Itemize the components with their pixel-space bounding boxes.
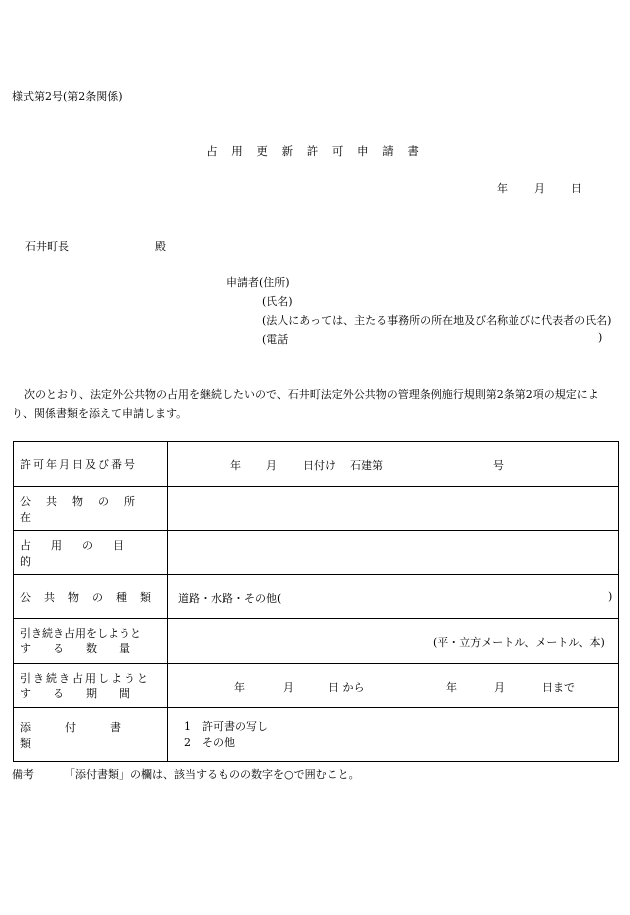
- date-month: 月: [534, 182, 545, 195]
- row-label-attachments: [14, 708, 168, 762]
- table-row: [14, 575, 619, 619]
- period-end-month: 月: [494, 680, 505, 694]
- label-kind-text: 公共物の種類: [20, 590, 164, 604]
- permit-field[interactable]: [168, 442, 619, 487]
- date-line: [497, 180, 582, 196]
- applicant-address-label: 申請者(住所): [226, 276, 290, 289]
- permit-day-suffix: 日付け: [303, 459, 336, 472]
- attachments-field[interactable]: [168, 708, 619, 762]
- attachment-item[interactable]: 1 許可書の写し: [184, 719, 268, 733]
- remarks-text: 「添付書類」の欄は、該当するものの数字を○で囲むこと。: [64, 768, 360, 781]
- label-purpose-text: 占用の目的: [20, 538, 144, 568]
- applicant-tel-close: ): [598, 331, 603, 344]
- permit-month: 月: [266, 459, 277, 472]
- label-permit-text: 許可年月日及び番号: [20, 458, 137, 471]
- applicant-tel-label: (電話: [262, 333, 289, 346]
- row-label-kind: [14, 575, 168, 619]
- row-label-purpose: [14, 531, 168, 575]
- date-year: 年: [497, 182, 508, 195]
- period-start-year: 年: [234, 680, 245, 694]
- table-row: [14, 664, 619, 708]
- form-number: 様式第2号(第2条関係): [12, 90, 123, 103]
- row-label-period: [14, 664, 168, 708]
- permit-number-suffix: 号: [493, 459, 504, 472]
- page-title: 占 用 更 新 許 可 申 請 書: [206, 144, 424, 158]
- permit-prefix: 石建第: [350, 459, 383, 472]
- label-quantity-line2: する数量: [20, 642, 152, 655]
- row-label-quantity: [14, 619, 168, 664]
- table-row: [14, 442, 619, 487]
- table-row: [14, 708, 619, 762]
- quantity-field[interactable]: [168, 619, 619, 664]
- table-row: [14, 531, 619, 575]
- application-statement: 次のとおり、法定外公共物の占用を継続したいので、石井町法定外公共物の管理条例施行規則第2条第2項の規定により、関係書類を添えて申請します。: [12, 388, 599, 420]
- kind-close: ): [608, 589, 613, 603]
- quantity-units: (平・立方メートル、メートル、本): [433, 636, 605, 649]
- attachment-item[interactable]: 2 その他: [184, 735, 235, 749]
- remarks-label: 備考: [12, 768, 34, 781]
- table-row: [14, 619, 619, 664]
- purpose-field[interactable]: [168, 531, 619, 575]
- label-period-line2: する期間: [20, 686, 152, 700]
- location-field[interactable]: [168, 487, 619, 531]
- period-end-day: 日まで: [542, 680, 575, 694]
- row-label-location: [14, 487, 168, 531]
- period-end-year: 年: [446, 680, 457, 694]
- period-start-month: 月: [283, 680, 294, 694]
- addressee: [25, 238, 166, 254]
- label-attachments-text: 添付書類: [20, 720, 155, 750]
- kind-options: 道路・水路・その他(: [178, 591, 282, 605]
- label-period-line1: 引き続き占用しようと: [20, 671, 150, 685]
- remarks: [12, 766, 360, 782]
- permit-year: 年: [230, 459, 241, 472]
- table-row: [14, 487, 619, 531]
- kind-field[interactable]: [168, 575, 619, 619]
- application-table: [13, 441, 619, 762]
- date-day: 日: [571, 182, 582, 195]
- label-quantity-line1: 引き続き占用をしようと: [20, 627, 141, 640]
- period-start-day: 日 から: [328, 680, 365, 694]
- period-field[interactable]: [168, 664, 619, 708]
- applicant-corp-note: (法人にあっては、主たる事務所の所在地及び名称並びに代表者の氏名): [262, 314, 612, 327]
- addressee-name: 石井町長: [25, 240, 69, 253]
- row-label-permit: [14, 442, 168, 487]
- applicant-name-label: (氏名): [262, 295, 293, 308]
- addressee-honorific: 殿: [155, 240, 166, 253]
- label-location-text: 公共物の所在: [20, 494, 150, 524]
